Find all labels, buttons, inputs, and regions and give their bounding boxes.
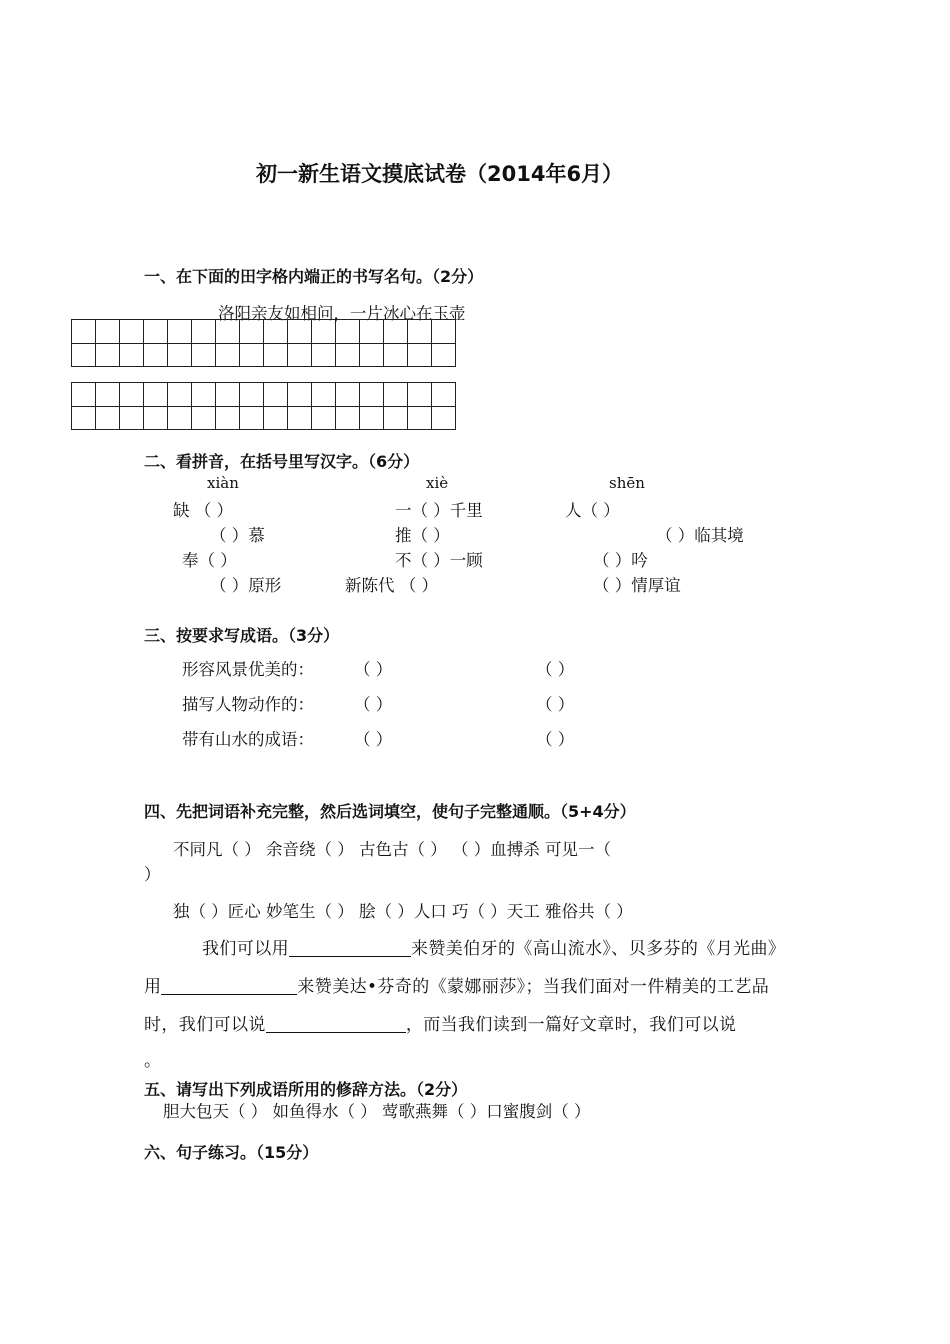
q2-heading: 二、看拼音，在括号里写汉字。（6分） [144,452,420,471]
q4-paragraph-line: 用 来赞美达•芬奇的《蒙娜丽莎》；当我们面对一件精美的工艺品 [144,977,770,997]
tianzige-cell[interactable] [120,382,144,430]
tianzige-cell[interactable] [144,382,168,430]
q2-item: 推（ ） [395,526,450,545]
tianzige-cell[interactable] [432,319,456,367]
tianzige-cell[interactable] [360,382,384,430]
q3-blank: （ ） [354,730,393,749]
q6-heading: 六、句子练习。（15分） [144,1143,319,1162]
tianzige-cell[interactable] [288,382,312,430]
q2-item: （ ）原形 [210,576,282,595]
tianzige-cell[interactable] [384,319,408,367]
q2-item: （ ）慕 [210,526,265,545]
q4-idiom-row: 独（ ）匠心 妙笔生（ ） 脍（ ）人口 巧（ ）天工 雅俗共（ ） [173,902,633,921]
q2-item: （ ）临其境 [656,526,744,545]
tianzige-cell[interactable] [384,382,408,430]
q2-item: （ ）吟 [593,551,648,570]
tianzige-cell[interactable] [144,319,168,367]
q4-paragraph-end: 。 [144,1051,162,1071]
fill-blank[interactable] [266,1016,406,1033]
tianzige-cell[interactable] [216,319,240,367]
tianzige-cell[interactable] [168,319,192,367]
tianzige-cell[interactable] [192,319,216,367]
q5-heading: 五、请写出下列成语所用的修辞方法。（2分） [144,1080,468,1099]
q2-item: 不（ ）一顾 [395,551,483,570]
q3-blank: （ ） [354,660,393,679]
q3-blank: （ ） [354,695,393,714]
q4-paragraph-line: 我们可以用 来赞美伯牙的《高山流水》、贝多芬的《月光曲》 [202,939,786,959]
q4-heading: 四、先把词语补充完整，然后选词填空，使句子完整通顺。（5+4分） [144,802,636,821]
fill-blank[interactable] [161,978,297,995]
tianzige-cell[interactable] [168,382,192,430]
q4-idiom-row: 不同凡（ ） 余音绕（ ） 古色古（ ） （ ）血搏杀 可见一（ [173,840,611,859]
tianzige-cell[interactable] [408,382,432,430]
q1-heading: 一、在下面的田字格内端正的书写名句。（2分） [144,267,484,286]
tianzige-cell[interactable] [336,382,360,430]
q5-items: 胆大包天（ ） 如鱼得水（ ） 莺歌燕舞（ ）口蜜腹剑（ ） [163,1102,591,1121]
q2-item: 人（ ） [565,501,620,520]
tianzige-cell[interactable] [336,319,360,367]
q1-sentence: 洛阳亲友如相问，一片冰心在玉壶 [218,304,466,323]
q3-blank: （ ） [536,730,575,749]
page-title: 初一新生语文摸底试卷（2014年6月） [256,162,624,186]
tianzige-cell[interactable] [72,319,96,367]
fill-blank[interactable] [289,940,411,957]
q2-item: （ ）情厚谊 [593,576,681,595]
pinyin-1: xiàn [207,474,239,492]
tianzige-cell[interactable] [408,319,432,367]
q3-blank: （ ） [536,660,575,679]
tianzige-cell[interactable] [216,382,240,430]
tianzige-grid-row-1 [71,319,456,367]
q3-blank: （ ） [536,695,575,714]
tianzige-cell[interactable] [240,319,264,367]
tianzige-cell[interactable] [432,382,456,430]
tianzige-cell[interactable] [240,382,264,430]
q4-paragraph-line: 时，我们可以说 ，而当我们读到一篇好文章时，我们可以说 [144,1015,737,1035]
tianzige-cell[interactable] [288,319,312,367]
q3-label: 形容风景优美的： [182,660,314,679]
pinyin-3: shēn [609,474,645,492]
pinyin-2: xiè [426,474,449,492]
tianzige-cell[interactable] [360,319,384,367]
tianzige-grid-row-2 [71,382,456,430]
tianzige-cell[interactable] [312,382,336,430]
tianzige-cell[interactable] [96,319,120,367]
tianzige-cell[interactable] [312,319,336,367]
q3-heading: 三、按要求写成语。（3分） [144,626,340,645]
q2-item: 新陈代 （ ） [345,576,438,595]
tianzige-cell[interactable] [264,319,288,367]
tianzige-cell[interactable] [120,319,144,367]
q2-item: 一（ ）千里 [395,501,483,520]
q2-item: 缺 （ ） [173,501,233,520]
tianzige-cell[interactable] [72,382,96,430]
tianzige-cell[interactable] [96,382,120,430]
tianzige-cell[interactable] [264,382,288,430]
q2-item: 奉（ ） [182,551,237,570]
q3-label: 带有山水的成语： [182,730,314,749]
q3-label: 描写人物动作的： [182,695,314,714]
tianzige-cell[interactable] [192,382,216,430]
q4-idiom-row-cont: ） [144,865,161,884]
